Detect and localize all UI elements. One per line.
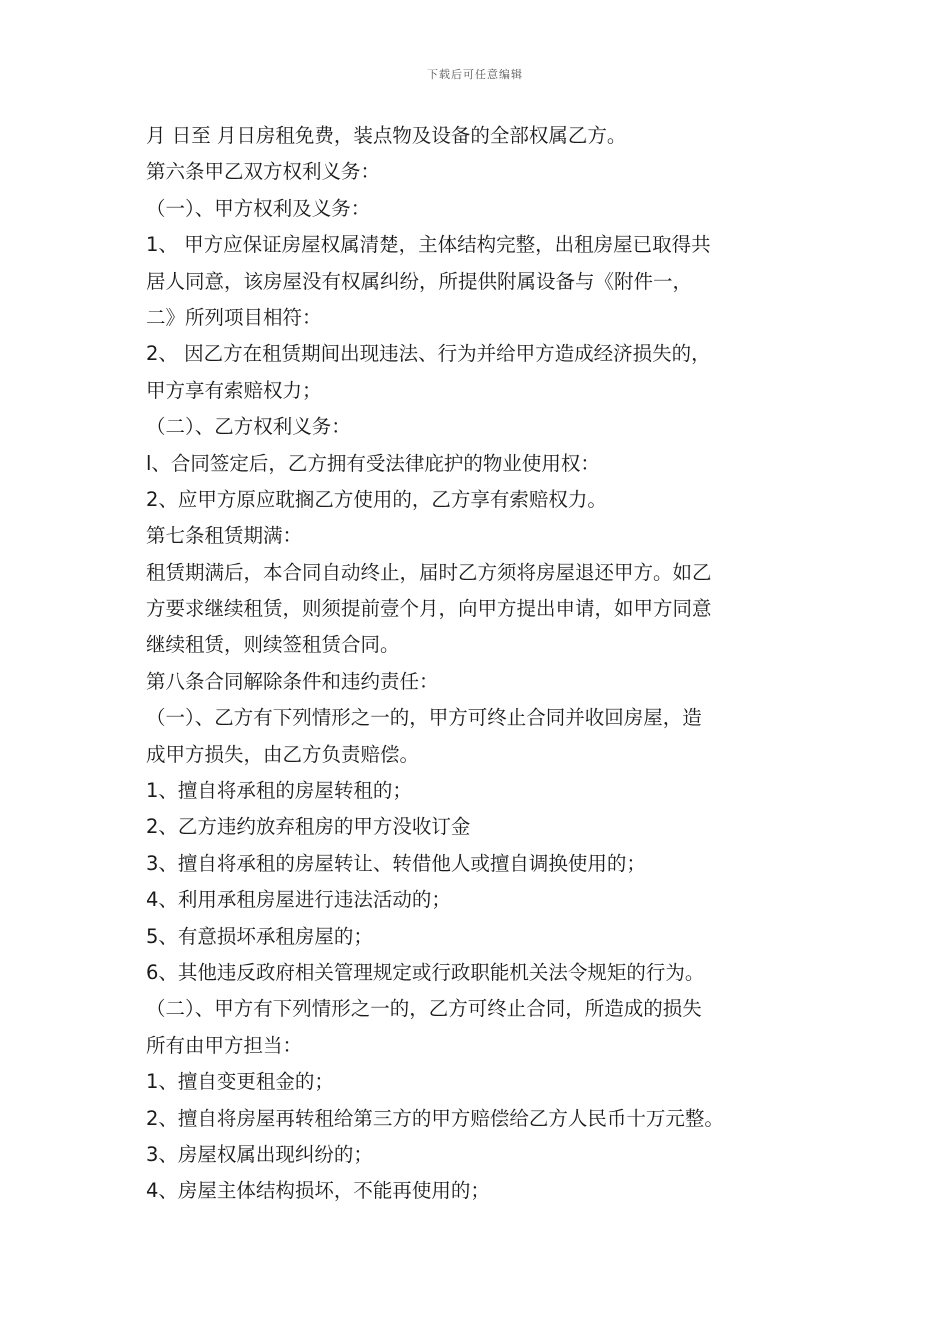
section-heading-article-7: 第七条租赁期满： xyxy=(146,524,303,548)
subsection-heading: （一）、乙方有下列情形之一的，甲方可终止合同并收回房屋，造 xyxy=(146,706,702,730)
subsection-heading: （一）、甲方权利及义务： xyxy=(146,196,371,220)
list-item: 5、有意损坏承租房屋的； xyxy=(146,924,373,948)
text-line: 方要求继续租赁，则须提前壹个月，向甲方提出申请，如甲方同意 xyxy=(146,597,712,621)
text-line: 2、应甲方原应耽搁乙方使用的，乙方享有索赔权力。 xyxy=(146,487,607,511)
list-item: 4、房屋主体结构损坏，不能再使用的； xyxy=(146,1179,490,1203)
text-line: 成甲方损失，由乙方负责赔偿。 xyxy=(146,742,420,766)
list-item: 2、乙方违约放弃租房的甲方没收订金 xyxy=(146,815,471,839)
text-line: 居人同意，该房屋没有权属纠纷，所提供附属设备与《附件一， xyxy=(146,269,693,293)
list-item: 1、擅自将承租的房屋转租的； xyxy=(146,779,412,803)
text-line: 租赁期满后，本合同自动终止，届时乙方须将房屋退还甲方。如乙 xyxy=(146,560,712,584)
section-heading-article-8: 第八条合同解除条件和违约责任： xyxy=(146,669,439,693)
text-line: 二》所列项目相符： xyxy=(146,305,322,329)
text-line: 继续租赁，则续签租赁合同。 xyxy=(146,633,400,657)
text-line: 1、 甲方应保证房屋权属清楚，主体结构完整，出租房屋已取得共 xyxy=(146,233,711,257)
document-body xyxy=(146,118,826,1210)
page-header: 下载后可任意编辑 xyxy=(427,68,523,81)
list-item: 4、利用承租房屋进行违法活动的； xyxy=(146,888,451,912)
subsection-heading: （二）、甲方有下列情形之一的，乙方可终止合同，所造成的损失 xyxy=(146,997,702,1021)
section-heading-article-6: 第六条甲乙双方权利义务： xyxy=(146,160,381,184)
text-line: 所有由甲方担当： xyxy=(146,1033,303,1057)
text-line: 月 日至 月日房租免费，装点物及设备的全部权属乙方。 xyxy=(146,124,627,147)
subsection-heading: （二）、乙方权利义务： xyxy=(146,415,351,439)
text-line: 甲方享有索赔权力； xyxy=(146,378,322,402)
list-item: 1、擅自变更租金的； xyxy=(146,1070,334,1094)
list-item: 3、房屋权属出现纠纷的； xyxy=(146,1142,373,1166)
text-line: 2、 因乙方在租赁期间出现违法、行为并给甲方造成经济损失的， xyxy=(146,342,711,366)
text-line: l、合同签定后，乙方拥有受法律庇护的物业使用权： xyxy=(146,451,600,475)
list-item: 6、其他违反政府相关管理规定或行政职能机关法令规矩的行为。 xyxy=(146,960,705,984)
list-item: 3、擅自将承租的房屋转让、转借他人或擅自调换使用的； xyxy=(146,851,646,875)
list-item: 2、擅自将房屋再转租给第三方的甲方赔偿给乙方人民币十万元整。 xyxy=(146,1106,724,1130)
